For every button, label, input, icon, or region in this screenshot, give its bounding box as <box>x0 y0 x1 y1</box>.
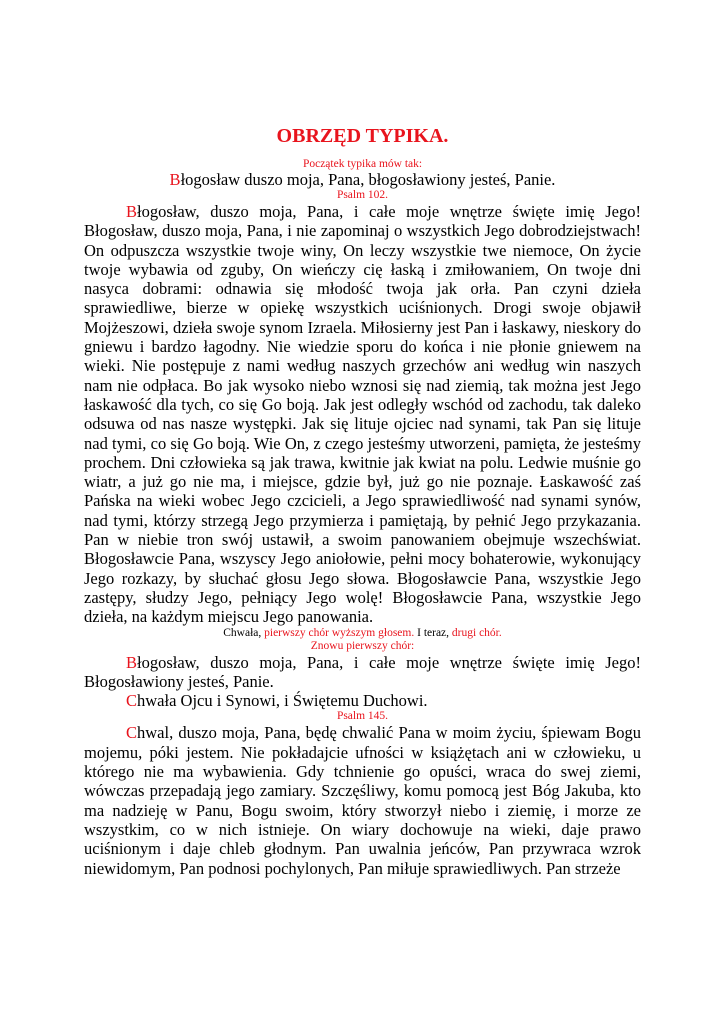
refrain-text <box>84 653 641 692</box>
again-rubric: Znowu pierwszy chór: <box>310 639 415 652</box>
intro-rubric: Początek typika mów tak: <box>302 158 423 170</box>
intro-verse <box>84 171 641 189</box>
refrain-body: łogosław, duszo moja, Pana, i całe moje wnętrze święte imię Jego! Błogosławiony jesteś, Panie. <box>84 652 641 691</box>
doxology-rubric-i: I <box>414 626 421 639</box>
psalm-145-initial: C <box>126 723 138 743</box>
doxology-rubric <box>84 627 641 640</box>
gloria-body: hwała Ojcu i Synowi, i Świętemu Duchowi. <box>137 691 428 711</box>
document-page <box>84 124 641 878</box>
intro-verse-text: łogosław duszo moja, Pana, błogosławiony jesteś, Panie. <box>180 170 556 189</box>
gloria-initial: C <box>126 691 138 711</box>
psalm-102-body: łogosław, duszo moja, Pana, i całe moje wnętrze święte imię Jego! Błogosław, duszo moja, Pana, i nie zapominaj o wszystkich Jego dobrodziejstwach! On odpuszcza wszystkie twoje winy, On leczy wszystkie twe niemoce, On życie twoje wybawia od zguby, On wieńczy cię łaską i zmiłowaniem, On twoje dni nasyca dobrami: odnawia się młodość twoja jak orła. Pan czyni dzieła sprawiedliwe, bierze w opiekę wszystkich uciśnionych. Drogi swoje objawił Mojżeszowi, dzieła swoje synom Izraela. Miłosierny jest Pan i łaskawy, nieskory do gniewu i bardzo łagodny. Nie wiedzie sporu do końca i nie płonie gniewem na wieki. Nie postępuje z nami według naszych grzechów ani według win naszych nam nie odpłaca. Bo jak wysoko niebo wznosi się nad ziemią, tak można jest Jego łaskawość dla tych, co się Go boją. Jak jest odległy wschód od zachodu, tak daleko odsuwa od nas nasze występki. Jak się lituje ojciec nad synami, tak Pan się lituje nad tymi, co się Go boją. Wie On, z czego jesteśmy utworzeni, pamięta, że jesteśmy prochem. Dni człowieka są jak trawa, kwitnie jak kwiat na polu. Ledwie muśnie go wiatr, a już go nie ma, i miejsce, gdzie był, już go nie poznaje. Łaskawość zaś Pańska na wieki wobec Jego czcicieli, a Jego sprawiedliwość nad synami synów, nad tymi, którzy strzegą Jego przymierza i pamiętają, by pełnić Jego przykazania. Pan w niebie tron swój ustawił, a swoim panowaniem obejmuje wszechświat. Błogosławcie Pana, wszyscy Jego aniołowie, pełni mocy bohaterowie, wykonujący Jego rozkazy, by słuchać głosu Jego słowa. Błogosławcie Pana, wszystkie Jego zastępy, słudzy Jego, pełniący Jego wolę! Błogosławcie Pana, wszystkie Jego dzieła, na każdym miejscu Jego panowania. <box>84 202 641 627</box>
intro-verse-initial: B <box>169 170 181 189</box>
doxology-rubric-chwala: Chwała, <box>223 626 262 639</box>
psalm-102-text <box>84 202 641 627</box>
gloria-text <box>84 691 641 710</box>
doxology-rubric-first-choir: pierwszy chór wyższym głosem. <box>261 626 415 639</box>
psalm-145-body: hwal, duszo moja, Pana, będę chwalić Pana w moim życiu, śpiewam Bogu mojemu, póki jestem. Nie pokładajcie ufności w książętach ani w człowieku, u którego nie ma wybawienia. Gdy tchnienie go opuści, wraca do swej ziemi, wówczas przepadają jego zamiary. Szczęśliwy, komu pomocą jest Bóg Jakuba, kto ma nadzieję w Panu, Bogu swoim, który stworzył niebo i ziemię, i morze ze wszystkim, co w nich istnieje. On wiary dochowuje na wieki, daje prawo uciśnionym i daje chleb głodnym. Pan uwalnia jeńców, Pan przywraca wzrok niewidomym, Pan podnosi pochylonych, Pan miłuje sprawiedliwych. Pan strzeże <box>84 723 641 878</box>
psalm-102-initial: B <box>126 202 138 221</box>
psalm-145-text <box>84 723 641 877</box>
doxology-rubric-teraz: teraz, <box>420 626 450 639</box>
psalm-102-heading: Psalm 102. <box>336 189 389 201</box>
page-title: OBRZĘD TYPIKA. <box>276 125 449 147</box>
doxology-rubric-second-choir: drugi chór. <box>449 626 502 639</box>
refrain-initial: B <box>126 652 138 672</box>
psalm-145-heading: Psalm 145. <box>336 710 389 723</box>
